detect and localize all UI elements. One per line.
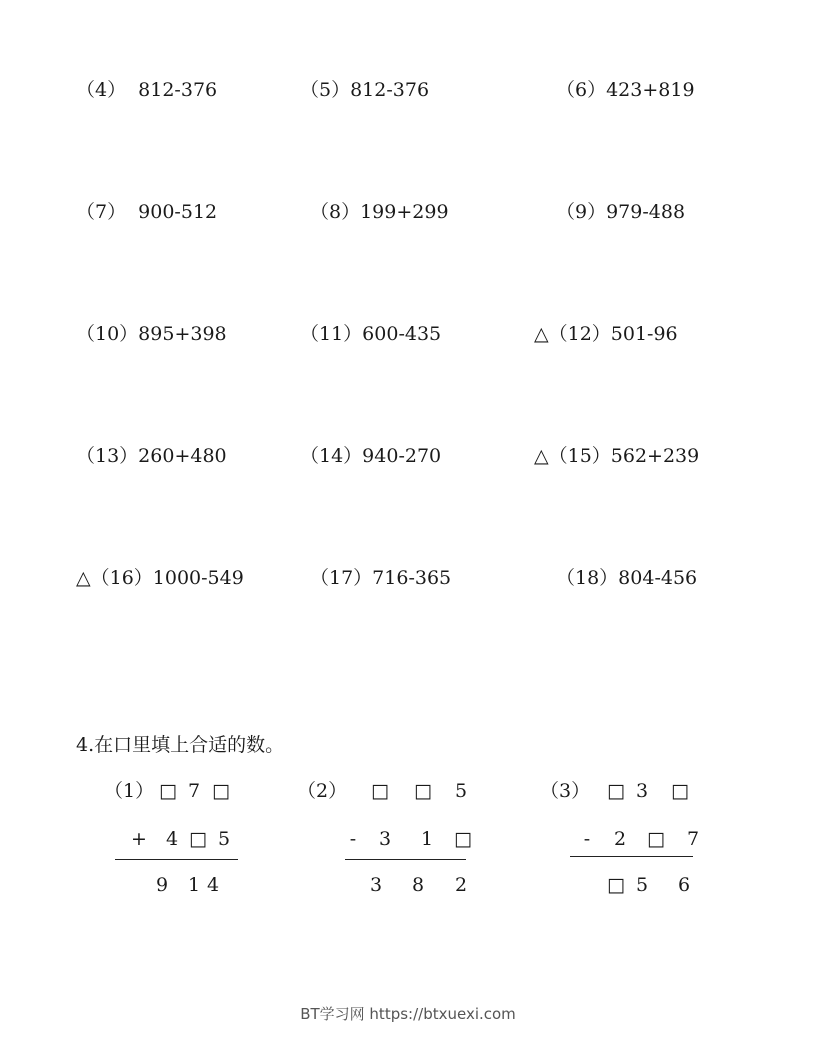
- puzzle-3-result-digit: 6: [677, 874, 691, 896]
- puzzle-3-result-digit: □: [607, 874, 625, 896]
- problem-6: （6）423+819: [556, 79, 695, 101]
- puzzle-1-rule: [115, 859, 238, 860]
- puzzle-1-result-digit: 1: [187, 874, 201, 896]
- puzzle-3-top-digit: □: [671, 780, 689, 802]
- puzzle-2-result-digit: 8: [411, 874, 425, 896]
- puzzle-3-mid-digit: □: [647, 828, 665, 850]
- puzzle-2-top-digit: □: [371, 780, 389, 802]
- puzzle-1-mid-digit: 4: [165, 828, 179, 850]
- puzzle-1-top-digit: □: [212, 780, 230, 802]
- section-4-heading: 4.在口里填上合适的数。: [76, 734, 285, 756]
- problem-11: （11）600-435: [300, 323, 442, 345]
- puzzle-2-operator: -: [349, 828, 357, 850]
- puzzle-3-label: （3）: [540, 780, 591, 802]
- problem-7: （7） 900-512: [76, 201, 218, 223]
- puzzle-2-label: （2）: [297, 780, 348, 802]
- puzzle-1-mid-digit: □: [189, 828, 207, 850]
- puzzle-2-top-digit: 5: [454, 780, 468, 802]
- puzzle-3-top-digit: 3: [635, 780, 649, 802]
- puzzle-1-operator: +: [131, 828, 147, 850]
- puzzle-2-mid-digit: 3: [378, 828, 392, 850]
- puzzle-2-top-digit: □: [414, 780, 432, 802]
- problem-17: （17）716-365: [310, 567, 452, 589]
- footer-watermark: BT学习网 https://btxuexi.com: [300, 1005, 516, 1023]
- puzzle-3-rule: [570, 856, 693, 857]
- problem-14: （14）940-270: [300, 445, 442, 467]
- problem-10: （10）895+398: [76, 323, 227, 345]
- puzzle-3-result-digit: 5: [635, 874, 649, 896]
- puzzle-1-top-digit: 7: [187, 780, 201, 802]
- puzzle-1-mid-digit: 5: [217, 828, 231, 850]
- puzzle-1-result-digit: 4: [206, 874, 220, 896]
- problem-9: （9）979-488: [556, 201, 686, 223]
- problem-4: （4） 812-376: [76, 79, 218, 101]
- puzzle-3-top-digit: □: [607, 780, 625, 802]
- puzzle-3-mid-digit: 2: [613, 828, 627, 850]
- puzzle-2-mid-digit: 1: [420, 828, 434, 850]
- puzzle-2-result-digit: 2: [454, 874, 468, 896]
- problem-12: △（12）501-96: [534, 323, 678, 345]
- puzzle-2-rule: [345, 859, 466, 860]
- problem-18: （18）804-456: [556, 567, 698, 589]
- puzzle-1-top-digit: □: [159, 780, 177, 802]
- problem-15: △（15）562+239: [534, 445, 700, 467]
- puzzle-3-operator: -: [583, 828, 591, 850]
- problem-8: （8）199+299: [310, 201, 449, 223]
- problem-16: △（16）1000-549: [76, 567, 244, 589]
- puzzle-1-label: （1）: [104, 780, 155, 802]
- puzzle-1-result-digit: 9: [155, 874, 169, 896]
- puzzle-3-mid-digit: 7: [686, 828, 700, 850]
- puzzle-2-result-digit: 3: [369, 874, 383, 896]
- puzzle-2-mid-digit: □: [454, 828, 472, 850]
- problem-5: （5）812-376: [300, 79, 430, 101]
- problem-13: （13）260+480: [76, 445, 227, 467]
